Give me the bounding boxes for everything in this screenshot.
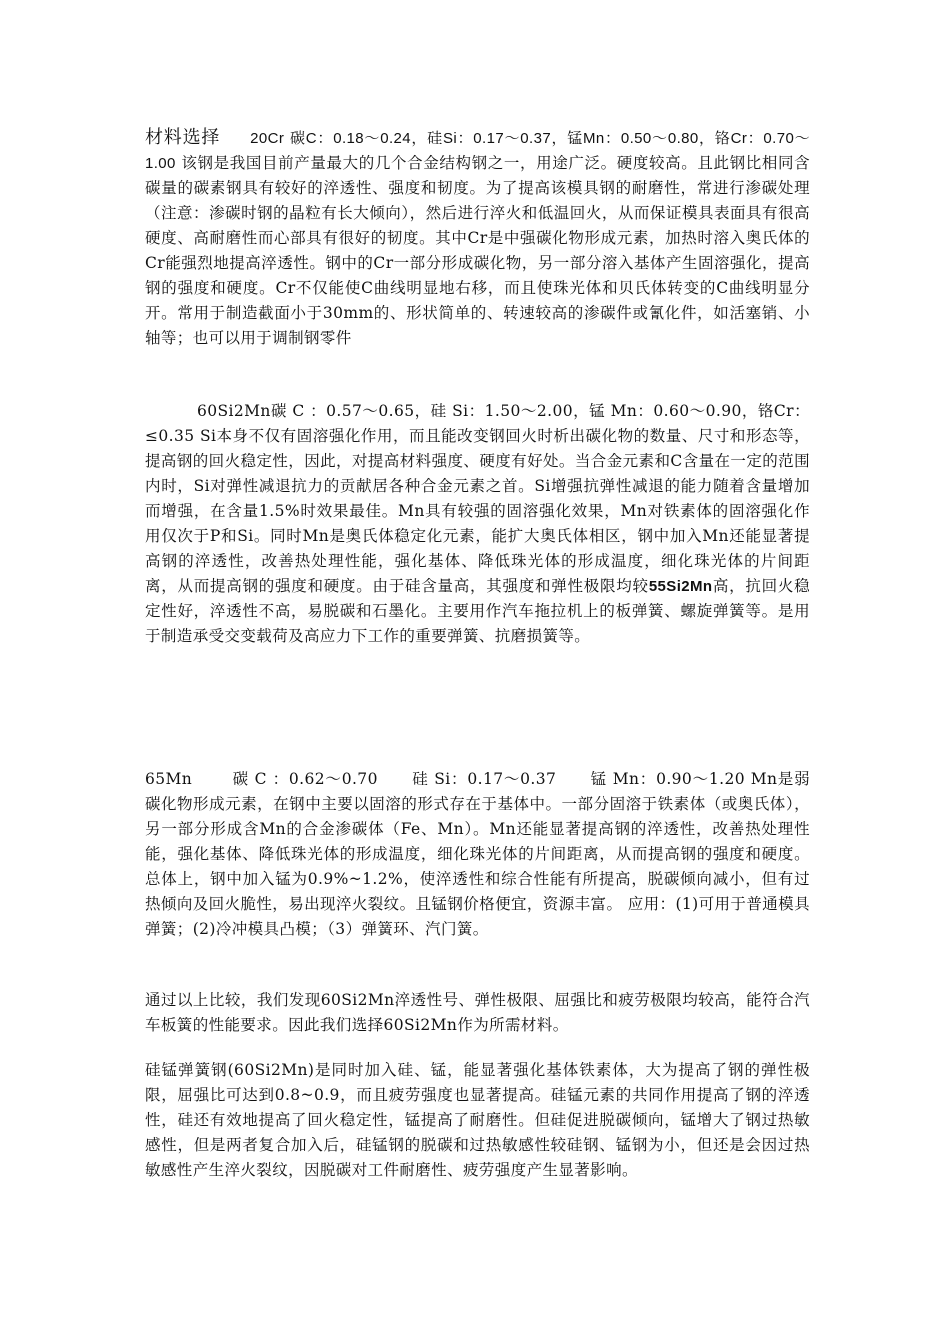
paragraph-conclusion: 通过以上比较，我们发现60Si2Mn淬透性号、弹性极限、屈强比和疲劳极限均较高，能符合汽车板簧的性能要求。因此我们选择60Si2Mn作为所需材料。 [145, 991, 810, 1034]
silicon-65mn: 硅 Si：0.17～0.37 [411, 770, 557, 788]
section-title: 材料选择 [145, 127, 221, 148]
grade-20cr: 20Cr [250, 130, 285, 147]
composition-20cr: 碳C：0.18～0.24，硅Si：0.17～0.37，锰Mn：0.50～0.80，铬Cr：0.70～1.00 [145, 130, 810, 172]
paragraph-20cr [145, 125, 810, 351]
paragraph-summary: 硅锰弹簧钢(60Si2Mn)是同时加入硅、锰，能显著强化基体铁素体，大为提高了钢的弹性极限，屈强比可达到0.8~0.9，而且疲劳强度也显著提高。硅锰元素的共同作用提高了钢的淬透性，硅还有效地提高了回火稳定性，锰提高了耐磨性。但硅促进脱碳倾向，锰增大了钢过热敏感性，但是两者复合加入后，硅锰钢的脱碳和过热敏感性较硅钢、锰钢为小，但还是会因过热敏感性产生淬火裂纹，因脱碳对工件耐磨性、疲劳强度产生显著影响。 [145, 1061, 810, 1179]
composition-60si2mn: 碳 C ：0.57～0.65，硅 Si：1.50～2.00，锰 Mn：0.60～0.90，铬Cr：≤0.35 [145, 402, 810, 445]
grade-60si2mn: 60Si2Mn [197, 402, 271, 420]
body-60si2mn-part1: Si本身不仅有固溶强化作用，而且能改变钢回火时析出碳化物的数量、尺寸和形态等，提高钢的回火稳定性，因此，对提高材料强度、硬度有好处。当合金元素和C含量在一定的范围内时，Si对弹性减退抗力的贡献居各种合金元素之首。Si增强抗弹性减退的能力随着含量增加而增强，在含量1.5%时效果最佳。Mn具有较强的固溶强化效果，Mn对铁素体的固溶强化作用仅次于P和Si。同时Mn是奥氏体稳定化元素，能扩大奥氏体相区，钢中加入Mn还能显著提高钢的淬透性，改善热处理性能，强化基体、降低珠光体的形成温度，细化珠光体的片间距离，从而提高钢的强度和硬度。由于硅含量高，其强度和弹性极限均较 [145, 427, 811, 595]
body-65mn: Mn是弱碳化物形成元素，在钢中主要以固溶的形式存在于基体中。一部分固溶于铁素体（或奥氏体），另一部分形成含Mn的合金渗碳体（Fe、Mn）。Mn还能显著提高钢的淬透性，改善热处理性能，强化基体、降低珠光体的形成温度，细化珠光体的片间距离，从而提高钢的强度和硬度。总体上，钢中加入锰为0.9%~1.2%，使淬透性和综合性能有所提高，脱碳倾向减小，但有过热倾向及回火脆性，易出现淬火裂纹。且锰钢价格便宜，资源丰富。 应用：(1)可用于普通模具弹簧；(2)冷冲模具凸模；（3）弹簧环、汽门簧。 [145, 770, 810, 938]
body-20cr: 该钢是我国目前产量最大的几个合金结构钢之一，用途广泛。硬度较高。且此钢比相同含碳量的碳素钢具有较好的淬透性、强度和韧度。为了提高该模具钢的耐磨性，常进行渗碳处理（注意：渗碳时钢的晶粒有长大倾向），然后进行淬火和低温回火，从而保证模具表面具有很高硬度、高耐磨性而心部具有很好的韧度。其中Cr是中强碳化物形成元素，加热时溶入奥氏体的Cr能强烈地提高淬透性。钢中的Cr一部分形成碳化物，另一部分溶入基体产生固溶强化，提高钢的强度和硬度。Cr不仅能使C曲线明显地右移，而且使珠光体和贝氏体转变的C曲线明显分开。常用于制造截面小于30mm的、形状简单的、转速较高的渗碳件或氰化件，如活塞销、小轴等；也可以用于调制钢零件 [145, 154, 811, 347]
carbon-65mn: 碳 C ：0.62～0.70 [232, 770, 378, 788]
grade-55si2mn: 55Si2Mn [648, 578, 713, 595]
manganese-65mn: 锰 Mn：0.90～1.20 [590, 770, 745, 788]
paragraph-60si2mn [145, 399, 810, 649]
body-60si2mn-part2: 高，抗回火稳定性好，淬透性不高，易脱碳和石墨化。主要用作汽车拖拉机上的板弹簧、螺旋弹簧等。是用于制造承受交变载荷及高应力下工作的重要弹簧、抗磨损簧等。 [145, 577, 810, 645]
grade-65mn: 65Mn [145, 770, 193, 788]
paragraph-65mn [145, 767, 810, 942]
